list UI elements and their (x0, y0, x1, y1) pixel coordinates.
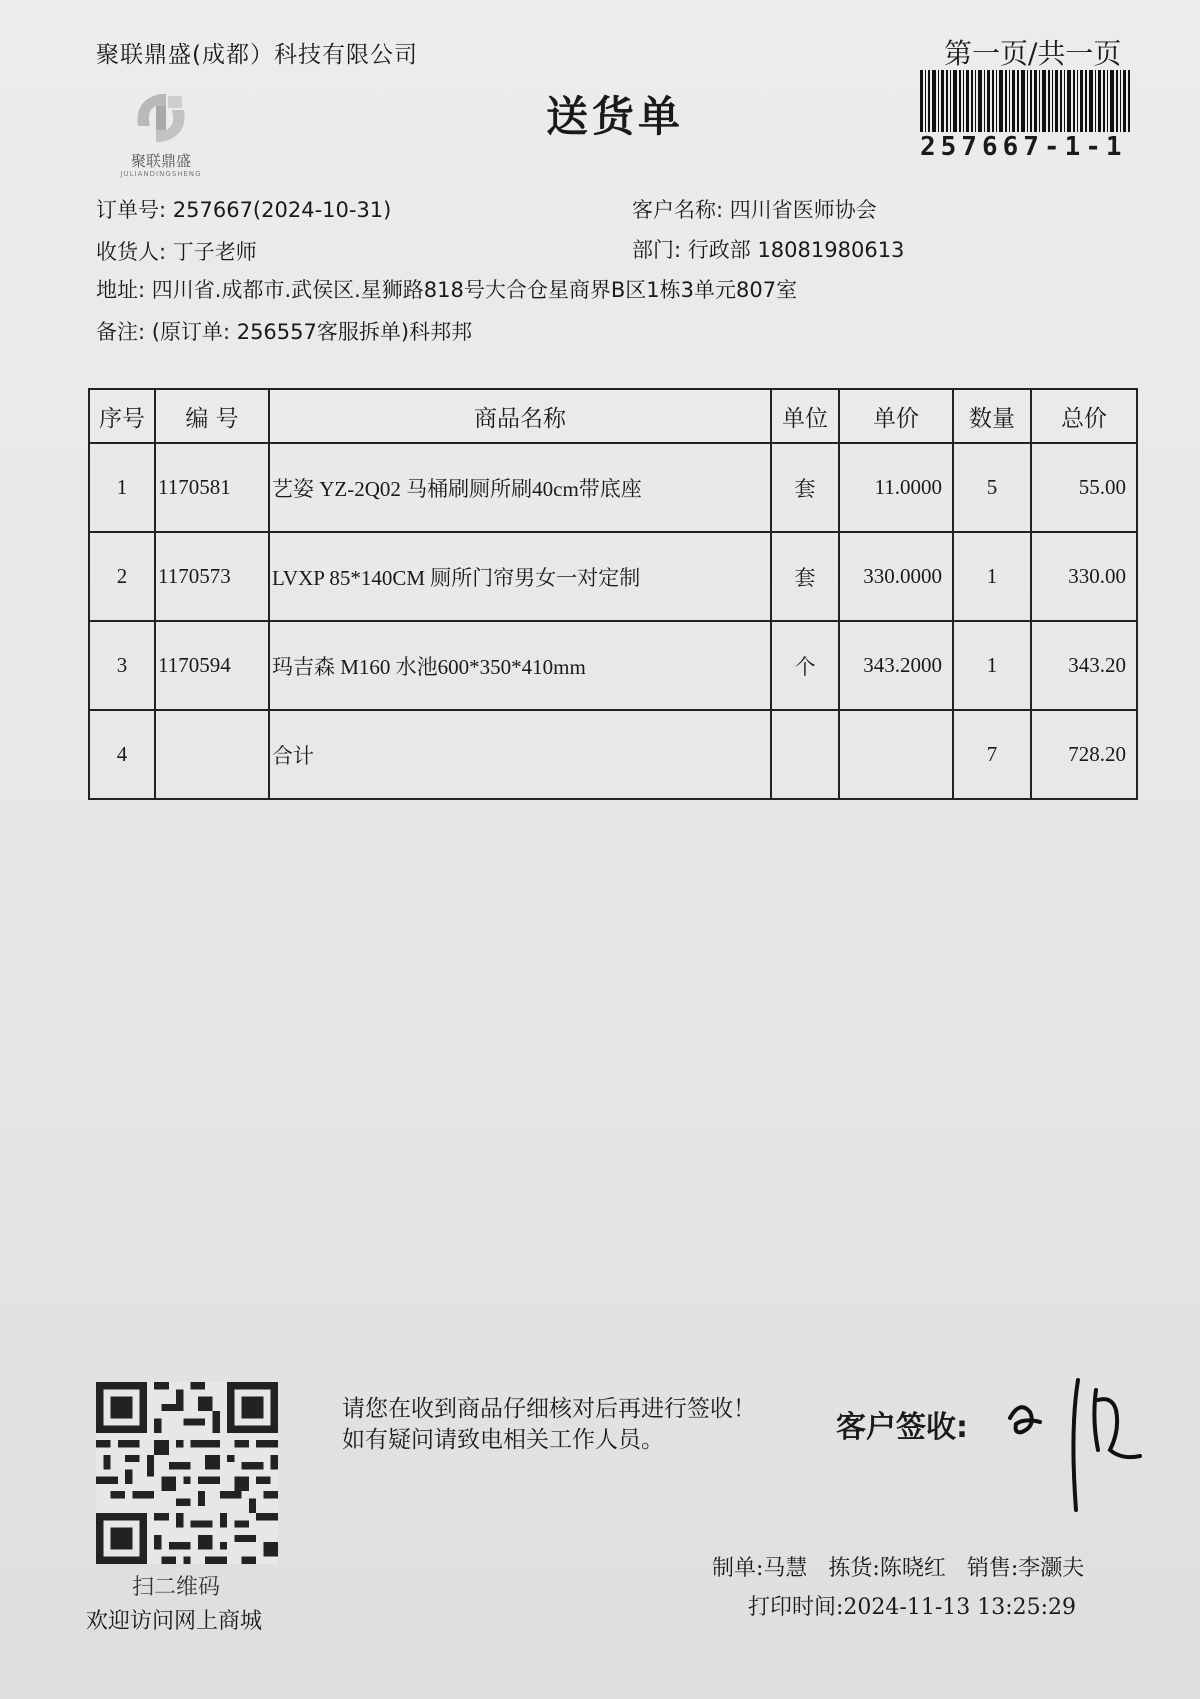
cell-product: LVXP 85*140CM 厕所门帘男女一对定制 (269, 532, 771, 621)
department (632, 234, 904, 264)
cell-total: 728.20 (1031, 710, 1137, 799)
goods-table (88, 388, 1138, 800)
cell-total: 343.20 (1031, 621, 1137, 710)
table-total-row (89, 710, 1137, 799)
order-number (96, 194, 391, 224)
logo-subcaption: JULIANDINGSHENG (120, 170, 202, 178)
cell-code: 1170573 (155, 532, 269, 621)
sales: 销售:李灏夫 (966, 1556, 1085, 1581)
remark-label: 备注: (96, 320, 146, 344)
header-seq: 序号 (89, 389, 155, 443)
cell-qty: 7 (953, 710, 1031, 799)
staff-line (712, 1551, 1098, 1582)
cell-price (839, 710, 953, 799)
order-label: 订单号: (96, 198, 167, 222)
cell-code (155, 710, 269, 799)
remark-value: (原订单: 256557客服拆单)科邦邦 (151, 320, 473, 344)
maker: 制单:马慧 (712, 1556, 808, 1581)
department-value: 行政部 18081980613 (687, 238, 905, 262)
cell-seq: 3 (89, 621, 155, 710)
picker: 拣货:陈晓红 (828, 1556, 946, 1581)
receiver-value: 丁子老师 (172, 240, 257, 264)
cell-price: 343.2000 (839, 621, 953, 710)
cell-seq: 4 (89, 710, 155, 799)
address-value: 四川省.成都市.武侯区.星狮路818号大合仓星商界B区1栋3单元807室 (151, 278, 798, 302)
barcode-icon (918, 70, 1132, 132)
header-product: 商品名称 (269, 389, 771, 443)
cell-total-label: 合计 (269, 710, 771, 799)
qr-code-icon (96, 1382, 278, 1564)
logo-mark-icon (126, 86, 196, 150)
cell-code: 1170581 (155, 443, 269, 532)
qr-caption: 扫二维码 (132, 1575, 221, 1600)
header-code: 编 号 (155, 389, 269, 443)
order-value: 257667(2024-10-31) (172, 198, 392, 222)
company-name: 聚联鼎盛(成都）科技有限公司 (96, 42, 418, 68)
customer-label: 客户名称: (632, 198, 724, 222)
remark (96, 316, 472, 346)
signature-icon (1000, 1360, 1150, 1520)
cell-unit: 个 (771, 621, 839, 710)
cell-qty: 1 (953, 621, 1031, 710)
customer-sign-label: 客户签收: (836, 1410, 968, 1445)
header-price: 单价 (839, 389, 953, 443)
cell-code: 1170594 (155, 621, 269, 710)
address (96, 274, 797, 304)
receipt-notice: 请您在收到商品仔细核对后再进行签收！如有疑问请致电相关工作人员。 (342, 1396, 756, 1453)
address-label: 地址: (96, 278, 146, 302)
cell-unit (771, 710, 839, 799)
cell-product: 艺姿 YZ-2Q02 马桶刷厕所刷40cm带底座 (269, 443, 771, 532)
cell-price: 11.0000 (839, 443, 953, 532)
cell-unit: 套 (771, 532, 839, 621)
receiver (96, 236, 257, 266)
cell-seq: 1 (89, 443, 155, 532)
qr-welcome-text: 欢迎访问网上商城 (86, 1609, 263, 1634)
table-row (89, 621, 1137, 710)
receiver-label: 收货人: (96, 240, 167, 264)
cell-unit: 套 (771, 443, 839, 532)
department-label: 部门: (632, 238, 682, 262)
document-title: 送货单 (546, 92, 685, 141)
cell-seq: 2 (89, 532, 155, 621)
page-indicator: 第一页/共一页 (944, 37, 1122, 70)
customer-value: 四川省医师协会 (729, 198, 877, 222)
barcode-number: 257667-1-1 (920, 132, 1127, 162)
company-logo (116, 86, 206, 180)
table-row (89, 443, 1137, 532)
cell-product: 玛吉森 M160 水池600*350*410mm (269, 621, 771, 710)
header-total: 总价 (1031, 389, 1137, 443)
cell-total: 330.00 (1031, 532, 1137, 621)
header-qty: 数量 (953, 389, 1031, 443)
logo-caption: 聚联鼎盛 (130, 152, 191, 170)
print-time: 打印时间:2024-11-13 13:25:29 (748, 1595, 1077, 1620)
header-unit: 单位 (771, 389, 839, 443)
cell-price: 330.0000 (839, 532, 953, 621)
cell-qty: 1 (953, 532, 1031, 621)
customer-name (632, 194, 877, 224)
table-row (89, 532, 1137, 621)
cell-total: 55.00 (1031, 443, 1137, 532)
table-header-row (89, 389, 1137, 443)
cell-qty: 5 (953, 443, 1031, 532)
